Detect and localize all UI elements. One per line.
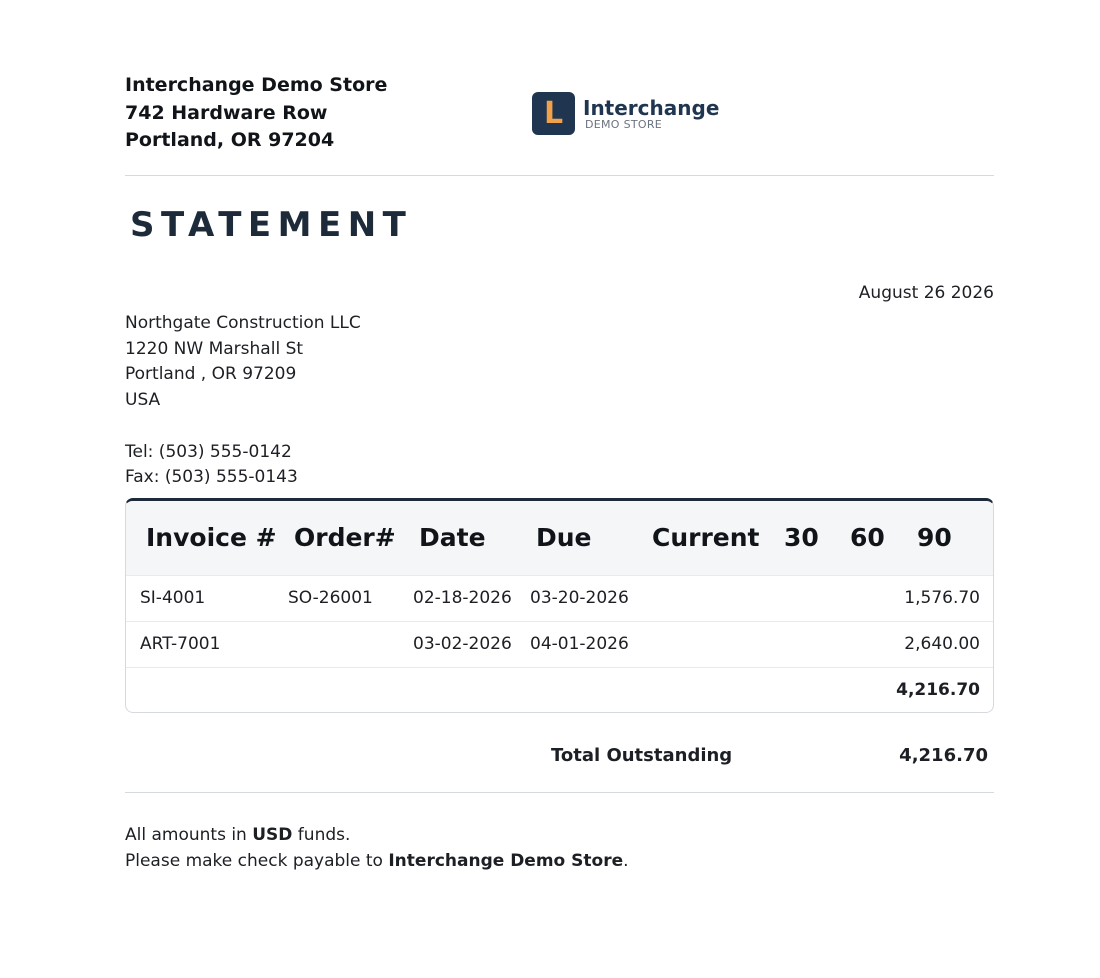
customer-fax: Fax: (503) 555-0143 [125, 467, 298, 488]
subtotal-amount: 4,216.70 [896, 680, 980, 700]
logo-subtitle: DEMO STORE [585, 117, 663, 131]
table-subtotal-row [126, 667, 993, 712]
customer-street: 1220 NW Marshall St [125, 338, 304, 359]
store-logo [532, 92, 719, 135]
document-title: STATEMENT [130, 205, 413, 245]
cell-invoice: ART-7001 [140, 634, 221, 654]
customer-tel: Tel: (503) 555-0142 [125, 441, 292, 462]
col-90-header: 90 [917, 523, 952, 552]
store-street: 742 Hardware Row [125, 101, 328, 124]
cell-due: 03-20-2026 [530, 588, 629, 608]
col-due-header: Due [536, 523, 592, 552]
store-address [125, 72, 387, 155]
cell-90: 1,576.70 [904, 588, 980, 608]
customer-country: USA [125, 390, 161, 411]
logo-name: Interchange [583, 95, 720, 120]
cell-date: 03-02-2026 [413, 634, 512, 654]
col-order-header: Order# [294, 523, 396, 552]
payable-to: Interchange Demo Store [388, 851, 624, 871]
currency-note-suffix: funds. [292, 825, 351, 845]
cell-date: 02-18-2026 [413, 588, 512, 608]
payable-note [125, 848, 629, 874]
col-30-header: 30 [784, 523, 819, 552]
col-current-header: Current [652, 523, 760, 552]
cell-invoice: SI-4001 [140, 588, 206, 608]
col-date-header: Date [419, 523, 486, 552]
total-outstanding-value: 4,216.70 [899, 745, 988, 766]
store-city: Portland, OR 97204 [125, 129, 335, 151]
header-divider [125, 175, 994, 176]
spacer [125, 414, 361, 440]
payable-note-prefix: Please make check payable to [125, 851, 389, 871]
currency-code: USD [252, 825, 293, 845]
store-name: Interchange Demo Store [125, 74, 388, 96]
col-60-header: 60 [850, 523, 885, 552]
customer-name: Northgate Construction LLC [125, 313, 361, 333]
footer-divider [125, 792, 994, 793]
logo-letter: L [543, 96, 564, 131]
table-row [126, 575, 993, 621]
cell-due: 04-01-2026 [530, 634, 629, 654]
currency-note-prefix: All amounts in [125, 825, 253, 845]
currency-note [125, 822, 629, 848]
logo-badge-icon [532, 92, 575, 135]
payment-notes [125, 822, 629, 874]
statement-table [125, 498, 994, 713]
payable-note-suffix: . [623, 851, 629, 871]
table-row [126, 621, 993, 667]
total-outstanding-label: Total Outstanding [551, 745, 733, 766]
cell-order: SO-26001 [288, 588, 373, 608]
statement-date: August 26 2026 [858, 283, 994, 303]
logo-text [583, 97, 719, 131]
table-header [126, 501, 993, 575]
customer-address [125, 311, 361, 491]
cell-90: 2,640.00 [904, 634, 980, 654]
col-invoice-header: Invoice # [146, 523, 277, 552]
customer-city: Portland , OR 97209 [125, 364, 297, 385]
